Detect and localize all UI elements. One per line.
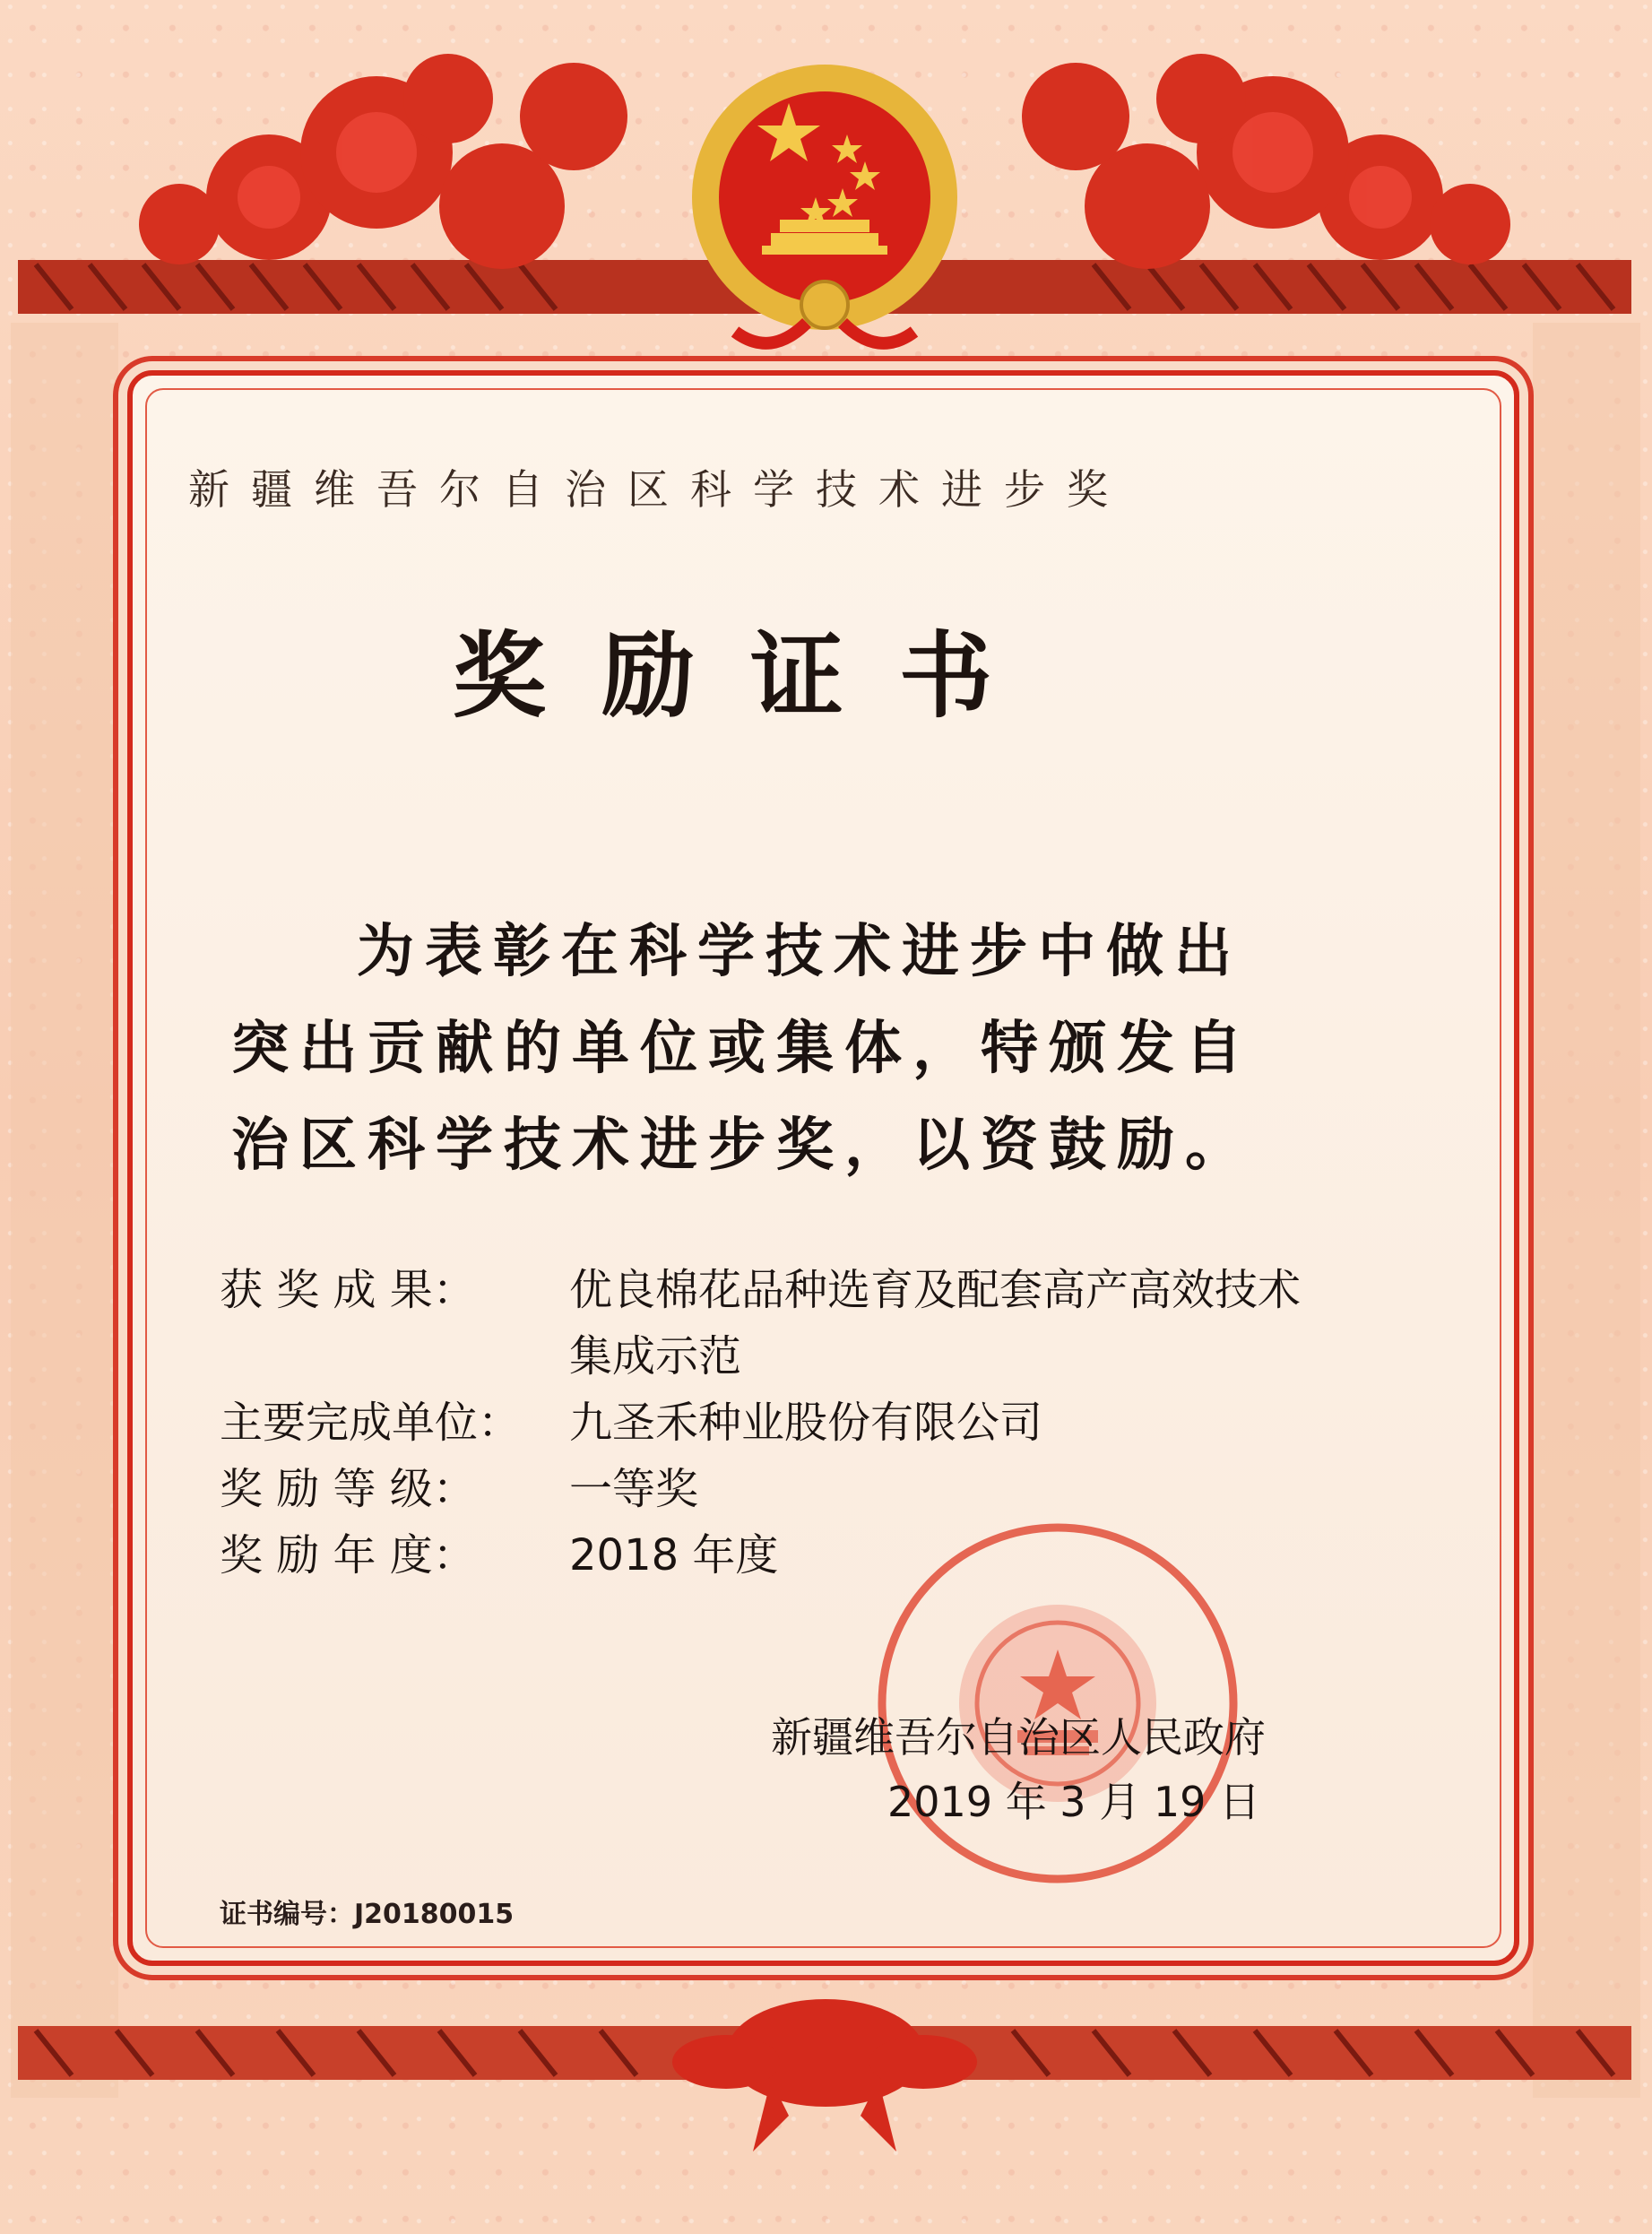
field-label: 获 奖 成 果：	[220, 1265, 476, 1315]
field-value: 一等奖	[569, 1464, 699, 1514]
field-label: 奖 励 等 级：	[220, 1464, 476, 1514]
field-achievement	[220, 1255, 1301, 1317]
field-year	[220, 1520, 778, 1582]
body-line-3: 治区科学技术进步奖，以资鼓励。	[231, 1113, 1253, 1179]
national-emblem-icon	[681, 63, 968, 359]
issuer-name: 新疆维吾尔自治区人民政府	[771, 1713, 1266, 1762]
field-value: 集成示范	[569, 1331, 742, 1381]
field-label: 奖 励 年 度：	[220, 1530, 476, 1580]
issue-date: 2019 年 3 月 19 日	[887, 1778, 1260, 1826]
field-label: 主要完成单位：	[220, 1398, 522, 1448]
official-seal-icon	[869, 1515, 1246, 1892]
field-grade	[220, 1454, 698, 1516]
field-unit	[220, 1388, 1042, 1450]
field-value: 2018 年度	[569, 1530, 779, 1580]
award-header: 新疆维吾尔自治区科学技术进步奖	[188, 465, 1129, 514]
field-value: 九圣禾种业股份有限公司	[569, 1398, 1043, 1448]
body-line-2: 突出贡献的单位或集体，特颁发自	[231, 1016, 1253, 1082]
body-line-1: 为表彰在科学技术进步中做出	[357, 919, 1242, 985]
certificate-number: 证书编号：J20180015	[220, 1899, 515, 1930]
certificate-title: 奖励证书	[453, 620, 1049, 731]
field-achievement-cont	[220, 1321, 741, 1383]
field-value: 优良棉花品种选育及配套高产高效技术	[569, 1265, 1302, 1315]
